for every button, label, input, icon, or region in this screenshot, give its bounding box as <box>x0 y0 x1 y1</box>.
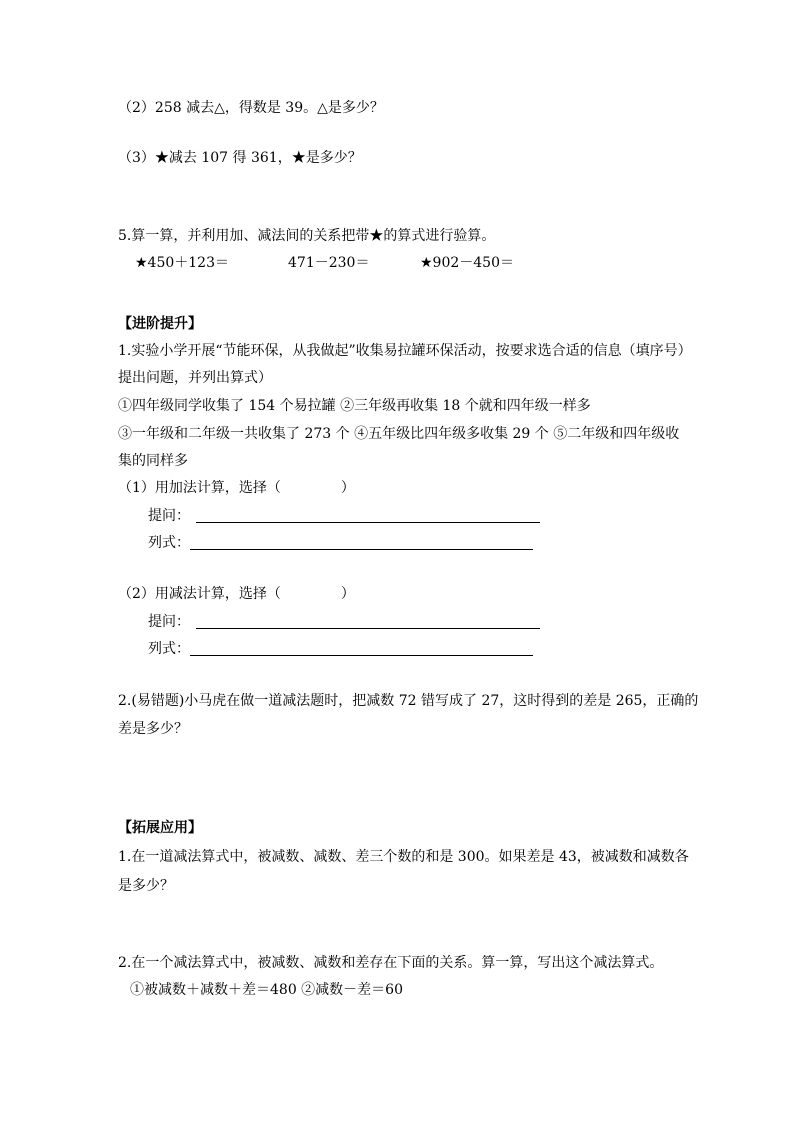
option-line-2: ③一年级和二年级一共收集了 273 个 ④五年级比四年级多收集 29 个 ⑤二年级和四年级收 <box>118 426 680 442</box>
extension-q1-line1: 1.在一道减法算式中，被减数、减数、差三个数的和是 300。如果差是 43，被减数和减数各 <box>118 849 689 865</box>
option-line-1: ①四年级同学收集了 154 个易拉罐 ②三年级再收集 18 个就和四年级一样多 <box>118 398 591 414</box>
expression-1: ★450＋123＝ <box>135 255 229 271</box>
expression-2: 471－230＝ <box>288 255 370 271</box>
question-5-instruction: 5.算一算，并利用加、减法间的关系把带★的算式进行验算。 <box>118 228 496 244</box>
expression-3: ★902－450＝ <box>420 255 514 271</box>
question-2-text: （2）258 减去△，得数是 39。△是多少？ <box>118 100 384 116</box>
sub2-formula-label: 列式： <box>148 641 190 657</box>
sub1-label <box>118 478 355 498</box>
sub1-ask-label: 提问： <box>148 508 190 524</box>
advanced-q1-line2: 提出问题，并列出算式） <box>118 370 272 386</box>
sub1-formula-blank[interactable] <box>190 549 533 550</box>
sub1-formula-label: 列式： <box>148 535 190 551</box>
extension-q2-line2: ①被减数＋减数＋差＝480 ②减数－差＝60 <box>130 982 403 998</box>
sub2-label <box>118 584 355 604</box>
sub1-ask-blank[interactable] <box>196 522 540 523</box>
advanced-q2-line2: 差是多少？ <box>118 721 188 737</box>
extension-q1-line2: 是多少？ <box>118 878 174 894</box>
extension-heading: 【拓展应用】 <box>118 820 202 836</box>
sub1-close: ） <box>340 480 355 496</box>
sub1-label-text: （1）用加法计算，选择（ <box>118 480 281 496</box>
extension-q2-line1: 2.在一个减法算式中，被减数、减数和差存在下面的关系。算一算，写出这个减法算式。 <box>118 955 664 971</box>
sub2-formula-blank[interactable] <box>190 655 533 656</box>
sub2-ask-label: 提问： <box>148 614 190 630</box>
question-3-text: （3）★减去 107 得 361，★是多少？ <box>118 150 362 166</box>
sub2-label-text: （2）用减法计算，选择（ <box>118 586 281 602</box>
option-line-3: 集的同样多 <box>118 453 188 469</box>
advanced-q1-line1: 1.实验小学开展“节能环保，从我做起”收集易拉罐环保活动，按要求选合适的信息（填序号） <box>118 343 692 359</box>
advanced-q2-line1: 2.(易错题)小马虎在做一道减法题时，把减数 72 错写成了 27，这时得到的差是 265，正确的 <box>118 693 699 709</box>
sub2-close: ） <box>340 586 355 602</box>
sub2-ask-blank[interactable] <box>196 628 540 629</box>
advanced-heading: 【进阶提升】 <box>118 316 202 332</box>
